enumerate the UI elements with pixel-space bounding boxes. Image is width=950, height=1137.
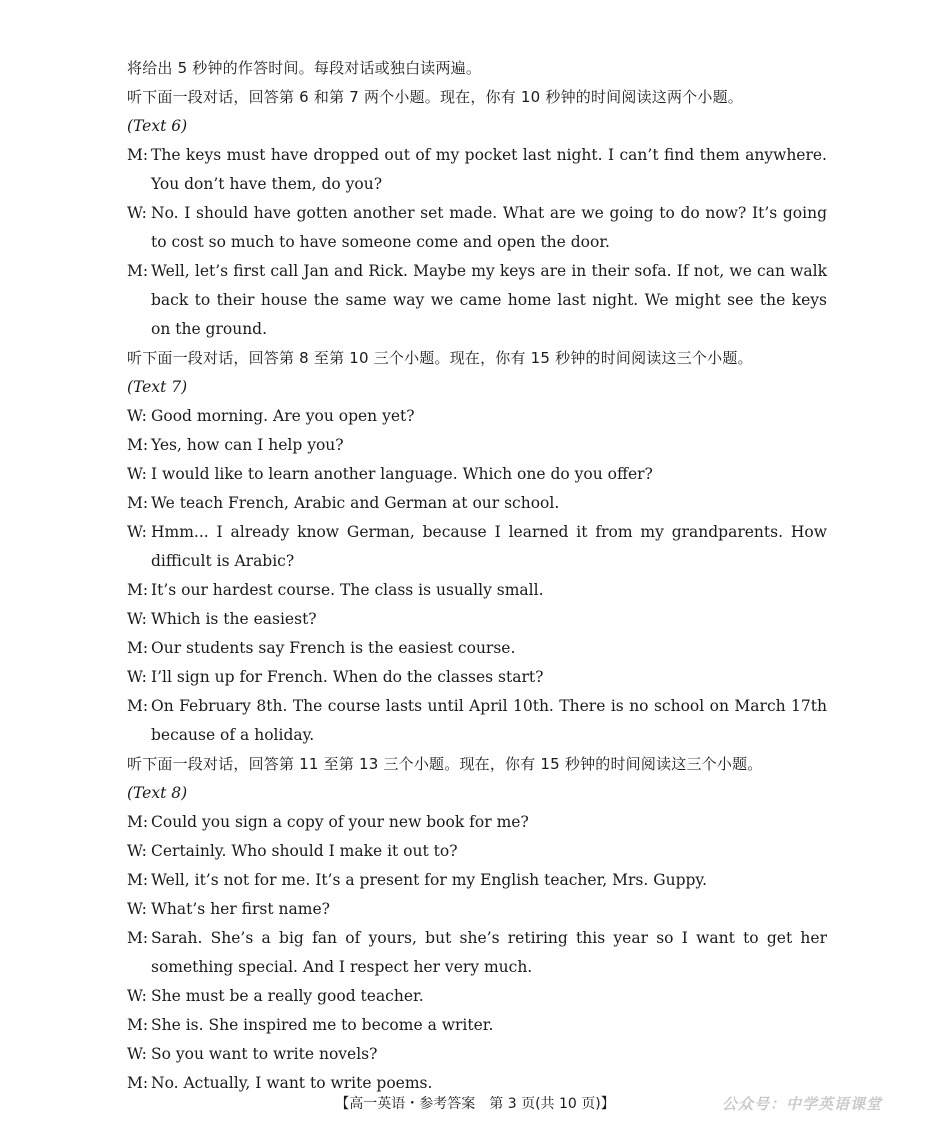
page-footer: 【高一英语・参考答案 第 3 页(共 10 页)】 [335, 1096, 615, 1112]
dialog-text: Hmm... I already know German, because I learned it from my grandparents. How difficult is Arabic? [151, 523, 827, 570]
dialog-text: The keys must have dropped out of my pocket last night. I can’t find them anywhere. You don’t have them, do you? [151, 146, 827, 193]
speaker-label: M: [127, 1016, 149, 1034]
dialog-line [127, 199, 827, 257]
speaker-label: M: [127, 262, 149, 280]
dialog-line [127, 982, 827, 1011]
speaker-label: W: [127, 1045, 147, 1063]
speaker-label: M: [127, 813, 149, 831]
dialog-line [127, 489, 827, 518]
dialog-line [127, 866, 827, 895]
speaker-label: M: [127, 494, 149, 512]
dialog-text: Well, let’s first call Jan and Rick. Maybe my keys are in their sofa. If not, we can walk back to their house the same way we came home last night. We might see the keys on the ground. [151, 262, 827, 338]
speaker-label: M: [127, 581, 149, 599]
dialog-text: She is. She inspired me to become a writer. [151, 1016, 494, 1034]
instruction-line: 听下面一段对话，回答第 11 至第 13 三个小题。现在，你有 15 秒钟的时间阅读这三个小题。 [127, 755, 763, 773]
speaker-label: M: [127, 929, 149, 947]
dialog-line [127, 576, 827, 605]
dialog-text: Could you sign a copy of your new book for me? [151, 813, 529, 831]
speaker-label: W: [127, 987, 147, 1005]
dialog-text: Sarah. She’s a big fan of yours, but she’s retiring this year so I want to get her something special. And I respect her very much. [151, 929, 827, 976]
speaker-label: M: [127, 436, 149, 454]
dialog-line [127, 692, 827, 750]
dialog-text: I would like to learn another language. Which one do you offer? [151, 465, 653, 483]
dialog-text: Certainly. Who should I make it out to? [151, 842, 458, 860]
dialog-line [127, 895, 827, 924]
speaker-label: W: [127, 668, 147, 686]
speaker-label: W: [127, 610, 147, 628]
watermark: 公众号：中学英语课堂 [722, 1095, 883, 1113]
dialog-line [127, 402, 827, 431]
speaker-label: W: [127, 842, 147, 860]
speaker-label: W: [127, 523, 147, 541]
dialog-text: She must be a really good teacher. [151, 987, 424, 1005]
instruction-line: 听下面一段对话，回答第 6 和第 7 两个小题。现在，你有 10 秒钟的时间阅读这两个小题。 [127, 88, 743, 106]
speaker-label: M: [127, 871, 149, 889]
dialog-text: No. Actually, I want to write poems. [151, 1074, 433, 1092]
dialog-line [127, 663, 827, 692]
instruction-line: 听下面一段对话，回答第 8 至第 10 三个小题。现在，你有 15 秒钟的时间阅读这三个小题。 [127, 349, 753, 367]
speaker-label: W: [127, 407, 147, 425]
dialog-line [127, 141, 827, 199]
dialog-text: No. I should have gotten another set made. What are we going to do now? It’s going to cost so much to have someone come and open the door. [151, 204, 827, 251]
text-label: (Text 8) [127, 784, 188, 802]
dialog-line [127, 518, 827, 576]
dialog-line [127, 431, 827, 460]
dialog-text: Our students say French is the easiest course. [151, 639, 516, 657]
speaker-label: W: [127, 204, 147, 222]
dialog-line [127, 605, 827, 634]
speaker-label: M: [127, 146, 149, 164]
dialog-line [127, 634, 827, 663]
speaker-label: W: [127, 465, 147, 483]
dialog-line [127, 1040, 827, 1069]
dialog-text: It’s our hardest course. The class is usually small. [151, 581, 544, 599]
dialog-text: Well, it’s not for me. It’s a present for my English teacher, Mrs. Guppy. [151, 871, 708, 889]
dialog-text: We teach French, Arabic and German at our school. [151, 494, 560, 512]
speaker-label: M: [127, 639, 149, 657]
dialog-text: What’s her first name? [151, 900, 330, 918]
speaker-label: M: [127, 1074, 149, 1092]
dialog-text: Good morning. Are you open yet? [151, 407, 415, 425]
instruction-line: 将给出 5 秒钟的作答时间。每段对话或独白读两遍。 [127, 59, 482, 77]
dialog-line [127, 808, 827, 837]
dialog-line [127, 460, 827, 489]
dialog-line [127, 924, 827, 982]
dialog-text: On February 8th. The course lasts until April 10th. There is no school on March 17th because of a holiday. [151, 697, 827, 744]
dialog-text: Which is the easiest? [151, 610, 317, 628]
dialog-text: I’ll sign up for French. When do the classes start? [151, 668, 544, 686]
dialog-text: So you want to write novels? [151, 1045, 378, 1063]
speaker-label: M: [127, 697, 149, 715]
speaker-label: W: [127, 900, 147, 918]
dialog-text: Yes, how can I help you? [151, 436, 344, 454]
dialog-line [127, 1011, 827, 1040]
dialog-line [127, 837, 827, 866]
dialog-line [127, 257, 827, 344]
text-label: (Text 7) [127, 378, 188, 396]
transcript-body [127, 54, 827, 1098]
text-label: (Text 6) [127, 117, 188, 135]
